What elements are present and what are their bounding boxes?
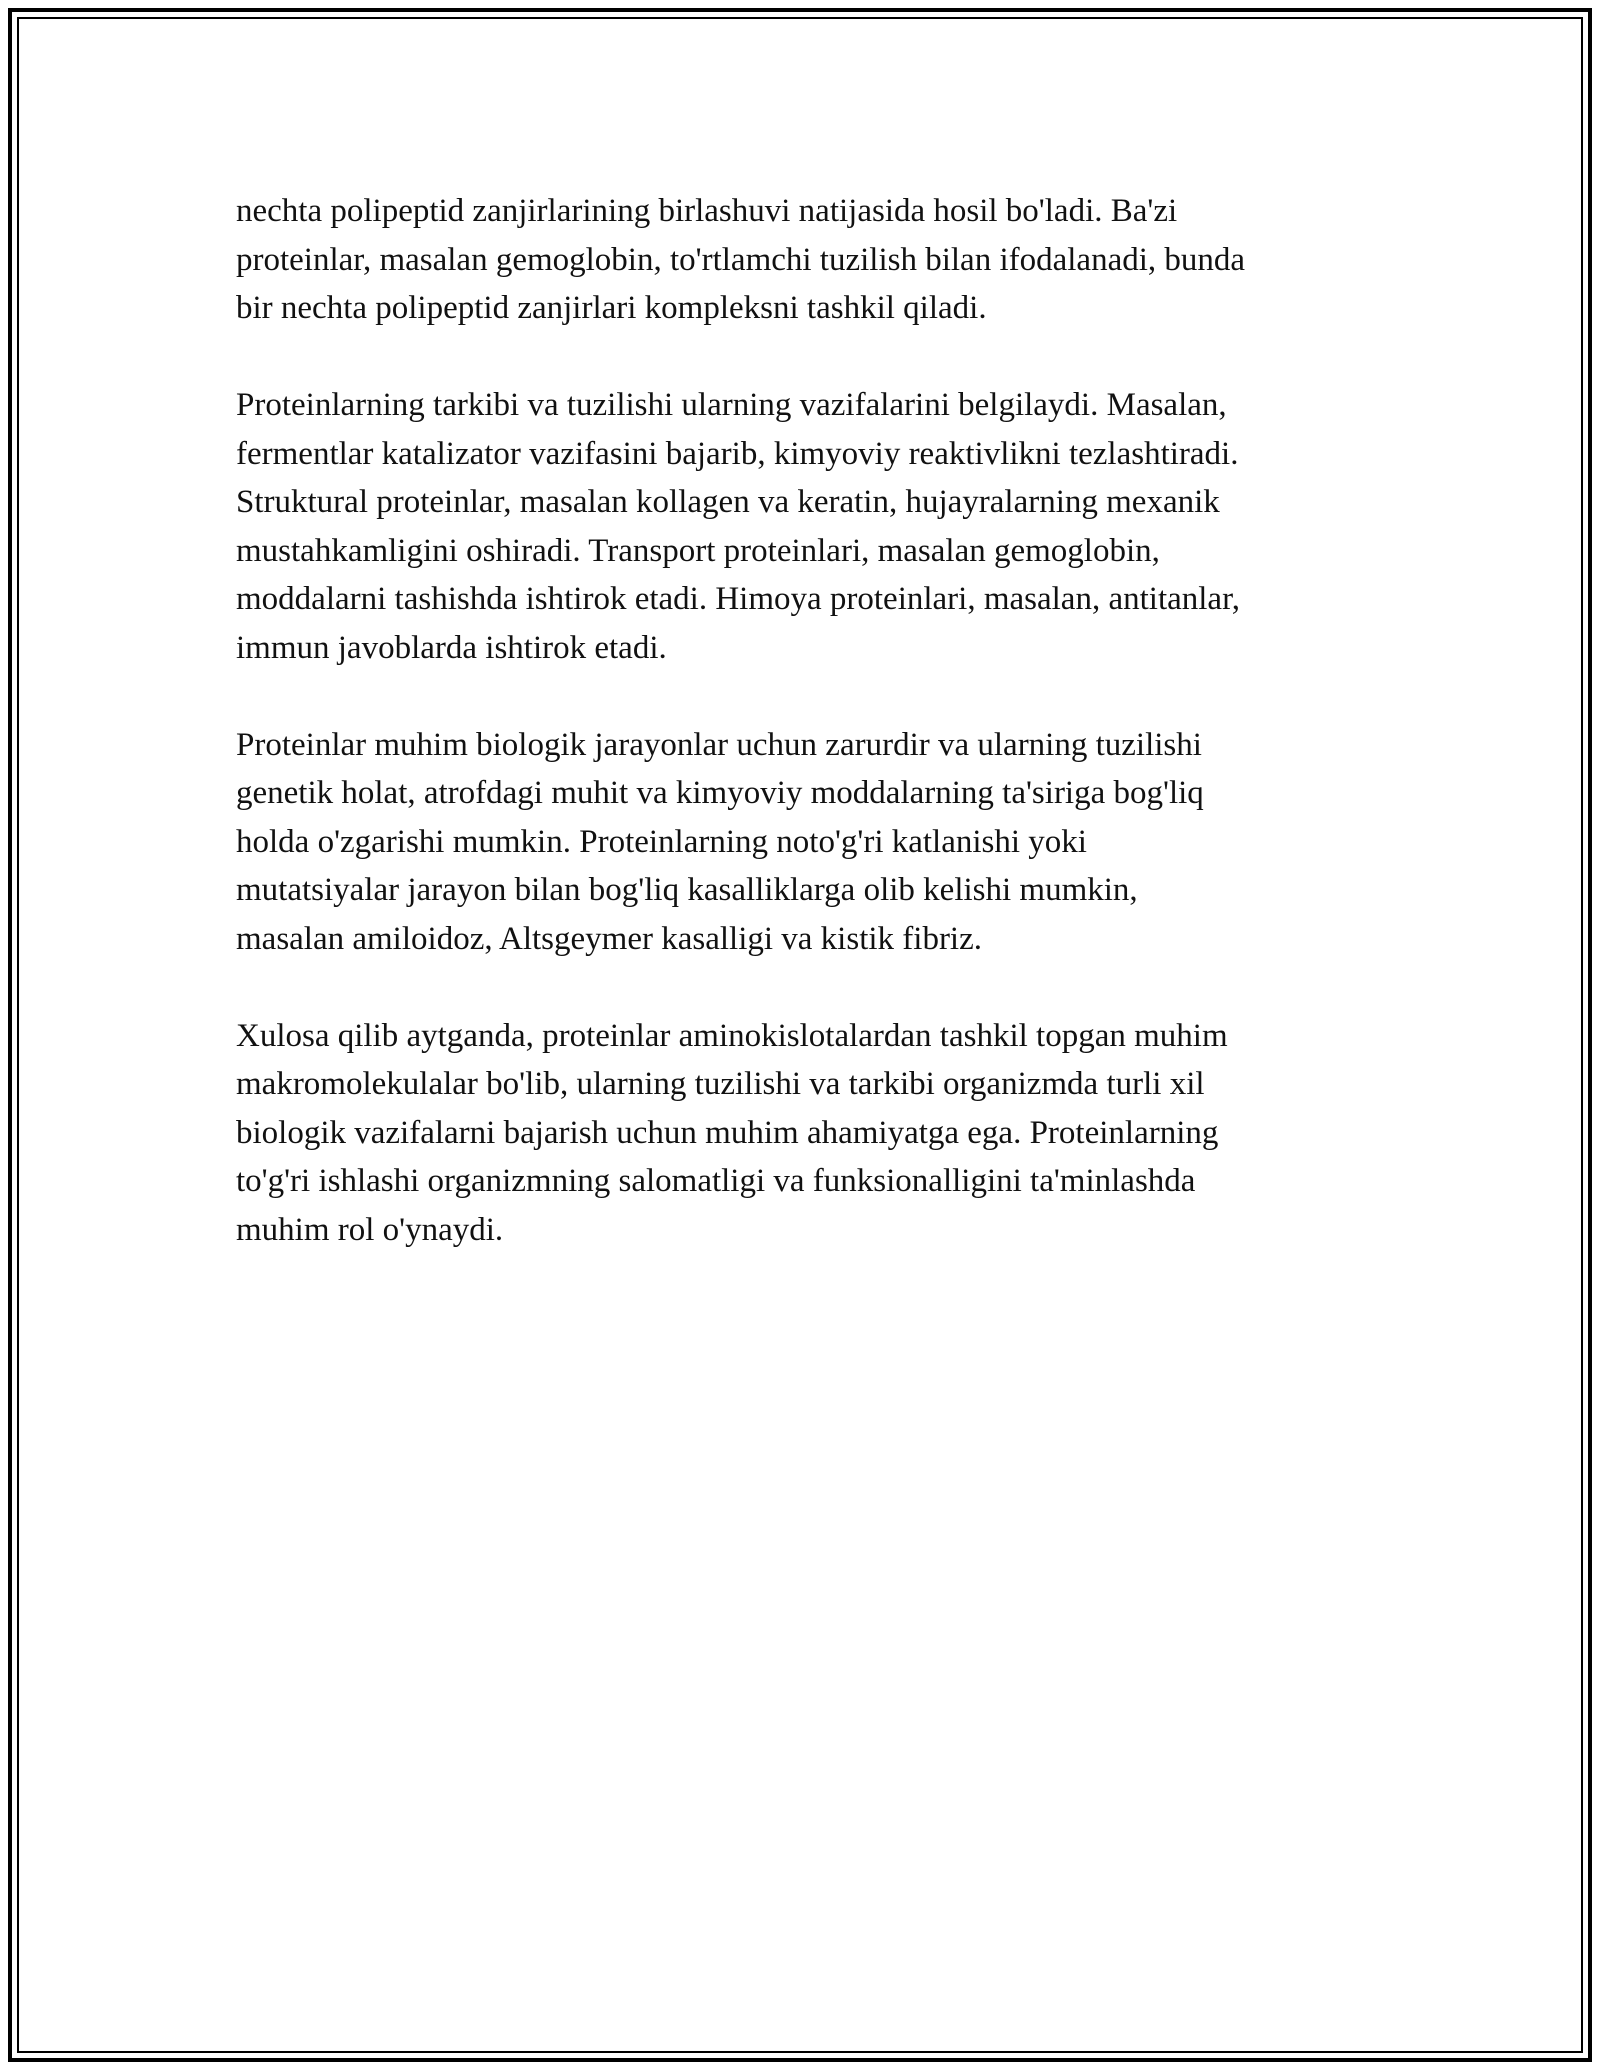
- paragraph: [236, 381, 1366, 672]
- text-line: mustahkamligini oshiradi. Transport proteinlari, masalan gemoglobin,: [236, 532, 1160, 569]
- text-line: fermentlar katalizator vazifasini bajarib, kimyoviy reaktivlikni tezlashtiradi.: [236, 435, 1239, 472]
- text-line: biologik vazifalarni bajarish uchun muhim ahamiyatga ega. Proteinlarning: [236, 1114, 1219, 1151]
- text-line: genetik holat, atrofdagi muhit va kimyoviy moddalarning ta'siriga bog'liq: [236, 775, 1204, 811]
- text-line: Struktural proteinlar, masalan kollagen va keratin, hujayralarning mexanik: [236, 484, 1220, 520]
- text-line: proteinlar, masalan gemoglobin, to'rtlamchi tuzilish bilan ifodalanadi, bunda: [236, 241, 1246, 278]
- paragraph: [236, 187, 1366, 333]
- text-line: masalan amiloidoz, Altsgeymer kasalligi va kistik fibriz.: [236, 920, 982, 957]
- paragraph: [236, 721, 1366, 964]
- text-line: mutatsiyalar jarayon bilan bog'liq kasalliklarga olib kelishi mumkin,: [236, 872, 1138, 908]
- text-line: Proteinlarning tarkibi va tuzilishi ularning vazifalarini belgilaydi. Masalan,: [236, 387, 1227, 423]
- text-line: to'g'ri ishlashi organizmning salomatligi va funksionalligini ta'minlashda: [236, 1163, 1196, 1199]
- text-line: holda o'zgarishi mumkin. Proteinlarning noto'g'ri katlanishi yoki: [236, 823, 1087, 860]
- text-line: immun javoblarda ishtirok etadi.: [236, 629, 667, 666]
- text-line: moddalarni tashishda ishtirok etadi. Himoya proteinlari, masalan, antitanlar,: [236, 581, 1240, 617]
- text-line: muhim rol o'ynaydi.: [236, 1211, 504, 1248]
- text-line: Proteinlar muhim biologik jarayonlar uchun zarurdir va ularning tuzilishi: [236, 726, 1202, 763]
- paragraph: [236, 1012, 1366, 1255]
- document-body: [236, 187, 1366, 1303]
- text-line: Xulosa qilib aytganda, proteinlar aminokislotalardan tashkil topgan muhim: [236, 1017, 1228, 1054]
- text-line: bir nechta polipeptid zanjirlari kompleksni tashkil qiladi.: [236, 290, 987, 326]
- text-line: makromolekulalar bo'lib, ularning tuzilishi va tarkibi organizmda turli xil: [236, 1066, 1205, 1102]
- text-line: nechta polipeptid zanjirlarining birlashuvi natijasida hosil bo'ladi. Ba'zi: [236, 193, 1178, 229]
